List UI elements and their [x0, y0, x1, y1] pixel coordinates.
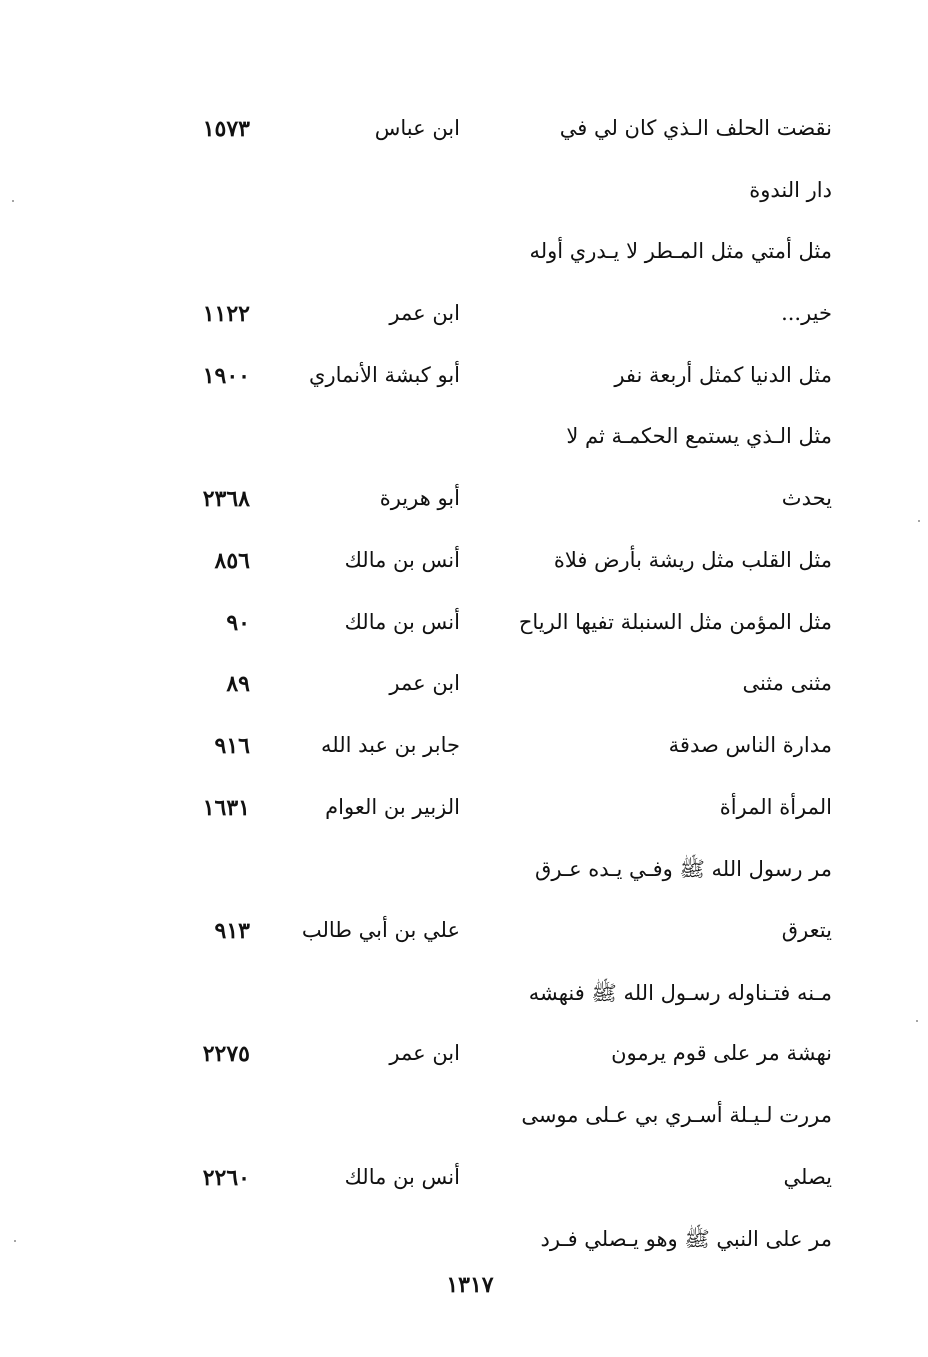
list-item: [0, 659, 928, 721]
narrator-name: ابن عباس: [374, 116, 460, 140]
list-item: [0, 844, 928, 906]
hadith-number: ١٦٣١: [202, 794, 250, 821]
list-item: [0, 906, 928, 968]
narrator-name: أنس بن مالك: [344, 547, 460, 572]
hadith-number: ١١٢٢: [202, 301, 250, 328]
list-item: [0, 166, 928, 228]
narrator-name: جابر بن عبد الله: [320, 732, 460, 757]
scan-speck: [12, 200, 14, 202]
narrator-name: علي بن أبي طالب: [301, 917, 460, 942]
hadith-phrase: مر على النبي ﷺ وهو يـصلي فـرد: [540, 1227, 832, 1252]
hadith-phrase: مثل الـذي يستمع الحكمـة ثم لا: [566, 424, 832, 449]
narrator-name: أنس بن مالك: [344, 1164, 460, 1189]
hadith-phrase: المرأة المرأة: [719, 794, 832, 819]
hadith-phrase: مثنى مثنى: [742, 671, 832, 696]
list-item: [0, 598, 928, 660]
hadith-phrase: مثل القلب مثل ريشة بأرض فلاة: [553, 547, 832, 572]
hadith-phrase: مـنه فتـناوله رسـول الله ﷺ فنهشه: [528, 980, 832, 1005]
narrator-name: الزبير بن العوام: [325, 794, 460, 819]
list-item: [0, 1091, 928, 1153]
hadith-phrase: مثل المؤمن مثل السنبلة تفيها الرياح: [518, 609, 832, 634]
hadith-phrase: مررت لـيـلة أسـري بي عـلى موسى: [521, 1103, 832, 1127]
list-item: [0, 1153, 928, 1215]
scan-speck: [916, 1020, 918, 1022]
hadith-number: ٩٠: [226, 609, 250, 636]
hadith-index-list: [0, 104, 928, 1276]
list-item: [0, 1214, 928, 1276]
hadith-number: ٢٢٧٥: [202, 1041, 250, 1068]
list-item: [0, 783, 928, 845]
hadith-phrase: نقضت الحلف الـذي كان لي في: [559, 116, 832, 140]
list-item: [0, 104, 928, 166]
hadith-phrase: مثل الدنيا كمثل أربعة نفر: [614, 362, 832, 387]
list-item: [0, 1029, 928, 1091]
list-item: [0, 968, 928, 1030]
page-number: ١٣١٧: [446, 1272, 494, 1298]
list-item: [0, 351, 928, 413]
hadith-phrase: نهشة مر على قوم يرمون: [611, 1041, 832, 1066]
list-item: [0, 227, 928, 289]
hadith-phrase: مدارة الناس صدقة: [668, 732, 832, 757]
hadith-number: ١٩٠٠: [202, 362, 250, 389]
narrator-name: أنس بن مالك: [344, 609, 460, 634]
hadith-number: ٢٣٦٨: [202, 486, 250, 513]
hadith-number: ٢٢٦٠: [202, 1164, 250, 1191]
narrator-name: ابن عمر: [389, 301, 460, 326]
list-item: [0, 412, 928, 474]
list-item: [0, 721, 928, 783]
hadith-phrase: دار الندوة: [749, 177, 832, 202]
narrator-name: أبو كبشة الأنماري: [309, 362, 460, 387]
scan-speck: [14, 1240, 16, 1242]
hadith-number: ٩١٣: [214, 917, 250, 944]
hadith-number: ٨٩: [226, 671, 250, 698]
scan-speck: [918, 520, 920, 522]
hadith-phrase: يتعرق: [781, 917, 832, 942]
hadith-phrase: يحدث: [781, 486, 832, 511]
narrator-name: ابن عمر: [389, 671, 460, 696]
list-item: [0, 474, 928, 536]
hadith-number: ٨٥٦: [214, 547, 250, 574]
narrator-name: ابن عمر: [389, 1041, 460, 1066]
hadith-phrase: خير...: [781, 301, 832, 326]
narrator-name: أبو هريرة: [379, 486, 460, 511]
hadith-phrase: مثل أمتي مثل المـطر لا يـدري أوله: [529, 239, 832, 264]
list-item: [0, 289, 928, 351]
hadith-phrase: يصلي: [783, 1164, 832, 1189]
list-item: [0, 536, 928, 598]
hadith-phrase: مر رسول الله ﷺ وفـي يـده عـرق: [535, 857, 832, 882]
hadith-number: ١٥٧٣: [202, 116, 250, 142]
hadith-number: ٩١٦: [214, 732, 250, 759]
